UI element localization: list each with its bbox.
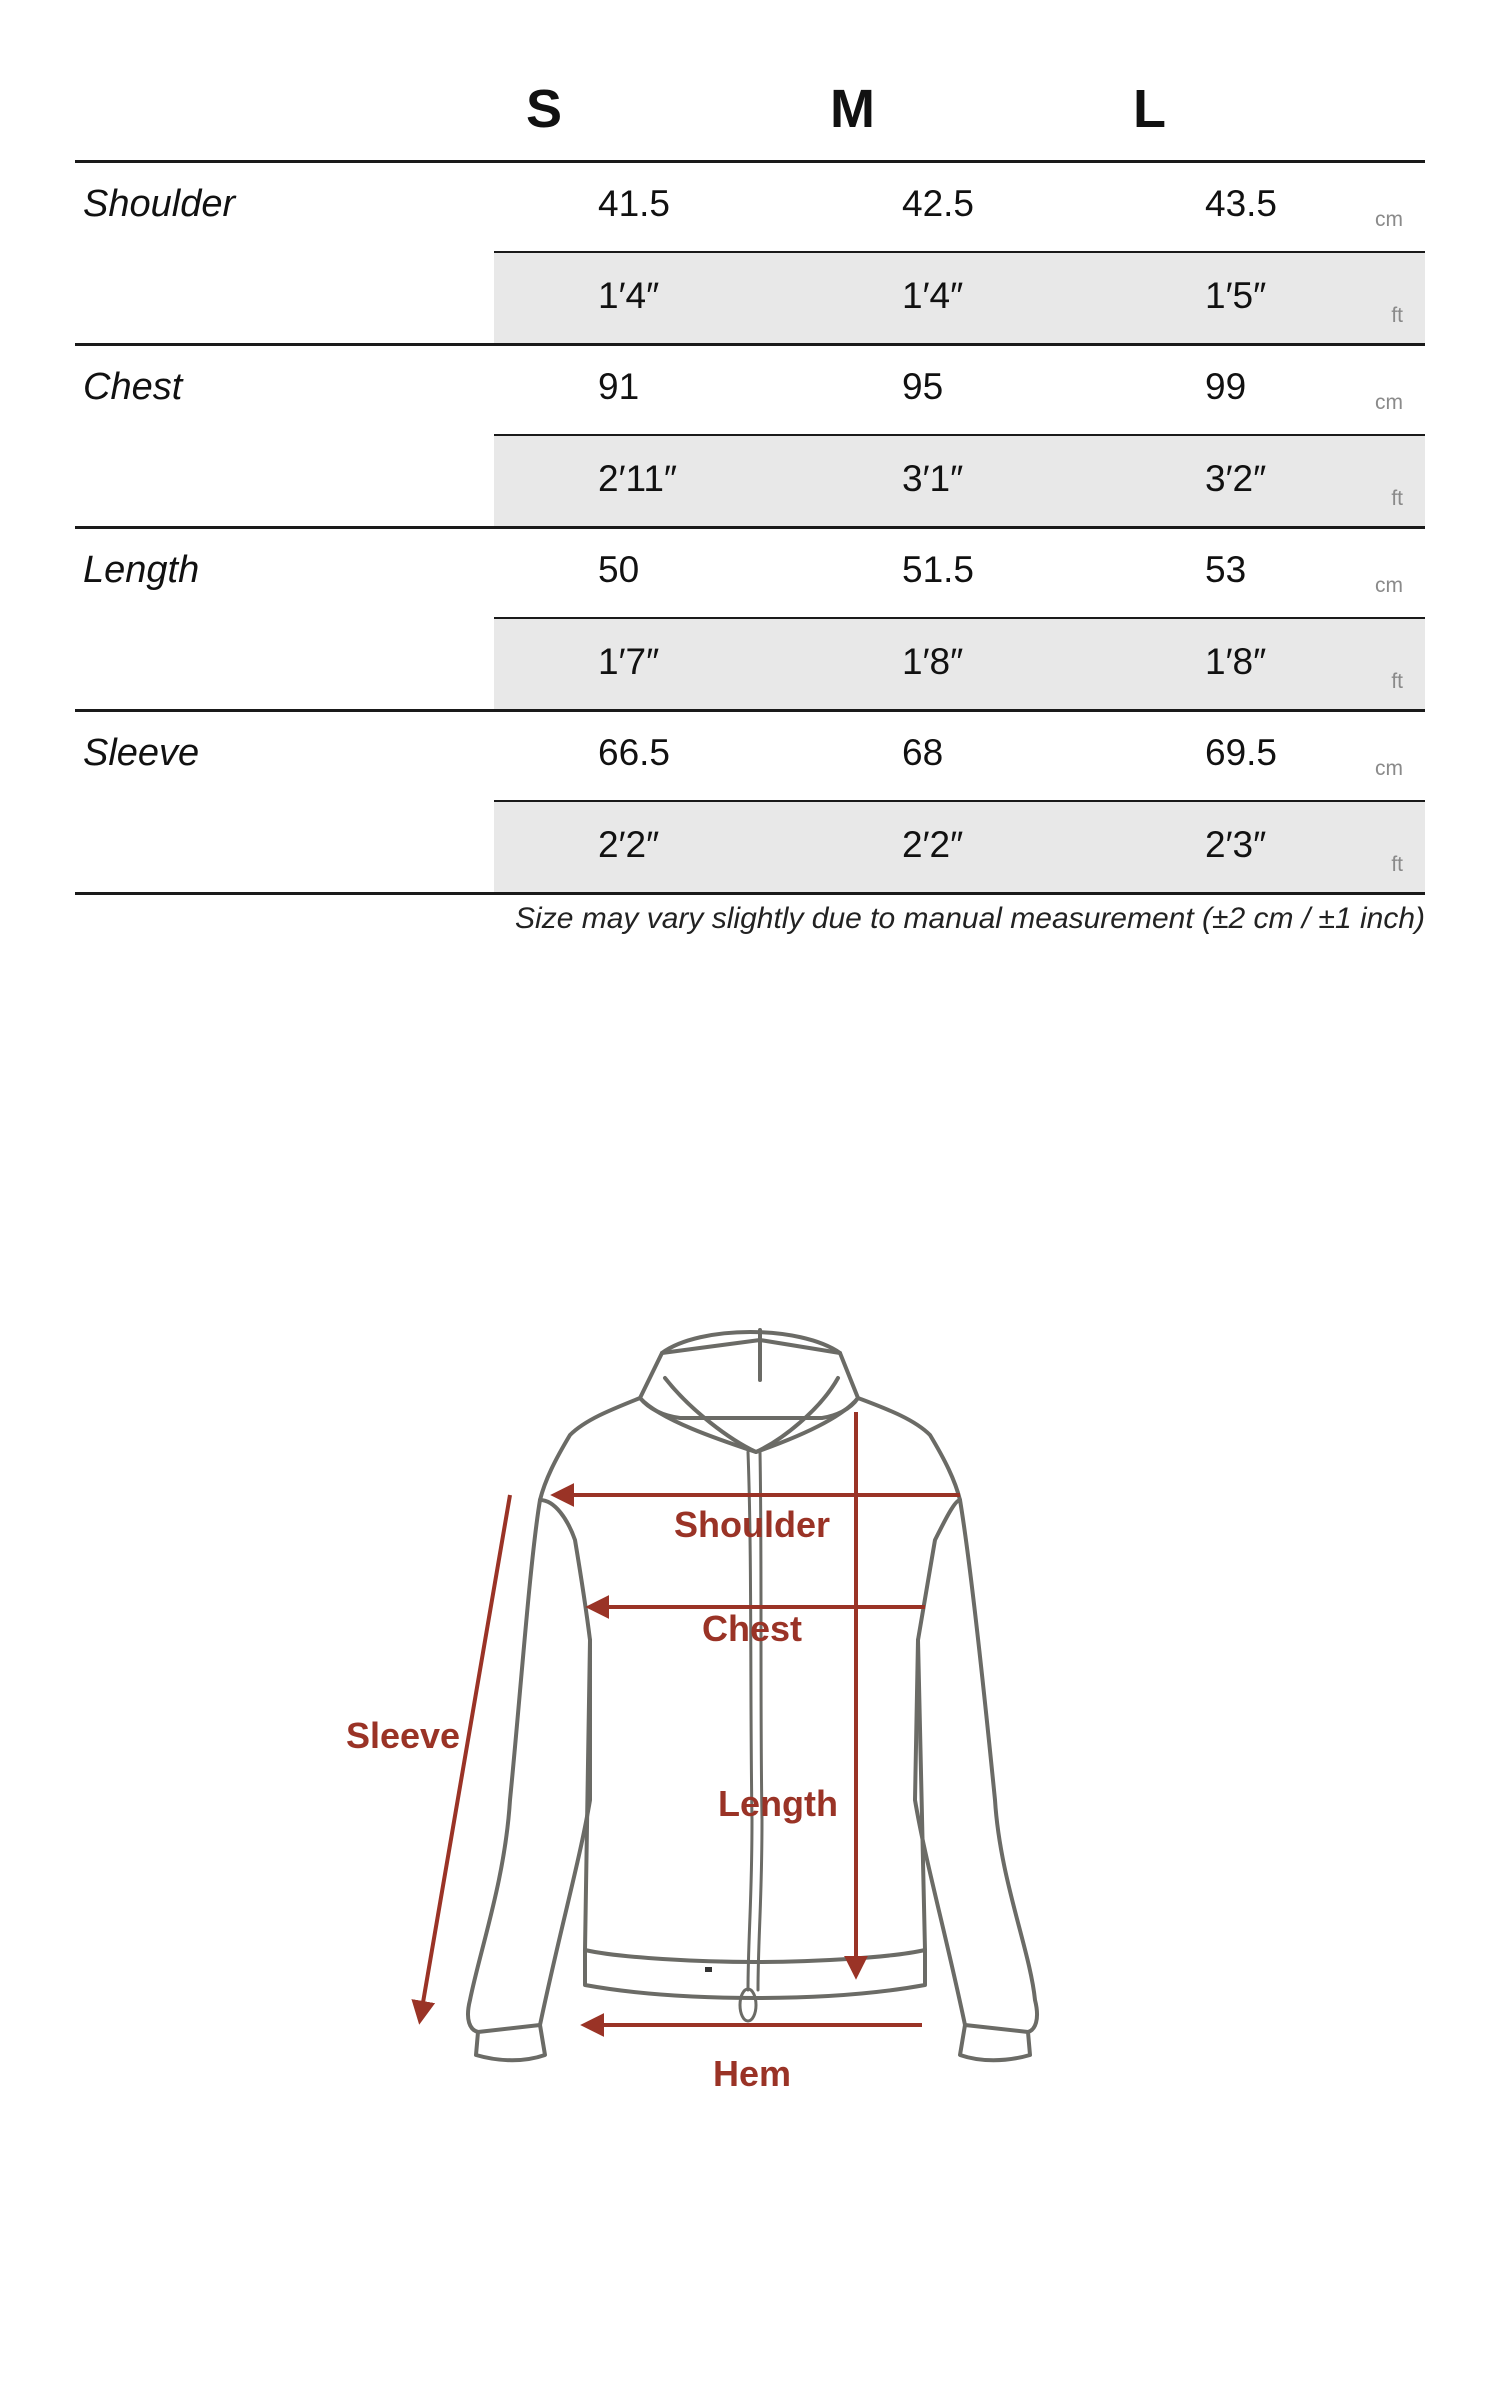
size-table [75,0,1425,895]
measure-label: Sleeve [83,732,200,774]
value-cell: 66.5 [598,732,671,773]
unit-cm: cm [1375,391,1403,414]
ft-row [494,436,1425,526]
unit-ft: ft [1391,853,1403,876]
unit-cm: cm [1375,208,1403,231]
value-cell: 43.5 [1205,183,1278,224]
ft-row [494,253,1425,343]
diagram-label-hem: Hem [712,2053,792,2094]
value-cell: 91 [598,366,640,407]
measurement-note: Size may vary slightly due to manual measurement (±2 cm / ±1 inch) [515,902,1425,935]
measure-label: Chest [83,366,183,408]
diagram-label-chest: Chest [701,1608,803,1649]
value-cell: 1′4″ [902,275,964,316]
size-header-m: M [830,79,875,139]
measure-group-chest [75,346,1425,529]
ft-row [494,802,1425,892]
value-cell: 1′8″ [1205,641,1267,682]
value-cell: 50 [598,549,640,590]
unit-ft: ft [1391,487,1403,510]
cm-row [494,346,1425,436]
value-cell: 1′7″ [598,641,660,682]
value-cell: 2′3″ [1205,824,1267,865]
ft-row [494,619,1425,709]
value-cell: 42.5 [902,183,975,224]
value-cell: 3′2″ [1205,458,1267,499]
measure-group-shoulder [75,163,1425,346]
measure-label: Length [83,549,200,591]
diagram-label-shoulder: Shoulder [673,1504,831,1545]
hoodie-outline-icon [0,1260,1500,2160]
size-header-row [75,0,1425,163]
measure-group-length [75,529,1425,712]
diagram-label-sleeve: Sleeve [345,1715,461,1756]
value-cell: 69.5 [1205,732,1278,773]
unit-ft: ft [1391,304,1403,327]
cm-row [494,529,1425,619]
hoodie-outline [468,1330,1037,2060]
value-cell: 2′11″ [598,458,678,499]
cm-row [494,712,1425,802]
value-cell: 68 [902,732,944,773]
diagram-label-length: Length [718,1783,838,1824]
value-cell: 1′5″ [1205,275,1267,316]
unit-cm: cm [1375,757,1403,780]
unit-ft: ft [1391,670,1403,693]
drawstring-mark [705,1967,712,1972]
value-cell: 99 [1205,366,1247,407]
cm-row [494,163,1425,253]
value-cell: 2′2″ [598,824,660,865]
size-header-s: S [526,79,563,139]
value-cell: 53 [1205,549,1247,590]
value-cell: 2′2″ [902,824,964,865]
value-cell: 1′8″ [902,641,964,682]
unit-cm: cm [1375,574,1403,597]
size-header-l: L [1133,79,1166,139]
value-cell: 3′1″ [902,458,964,499]
value-cell: 95 [902,366,944,407]
value-cell: 41.5 [598,183,671,224]
measure-group-sleeve [75,712,1425,895]
measure-label: Shoulder [83,183,236,225]
value-cell: 51.5 [902,549,975,590]
value-cell: 1′4″ [598,275,660,316]
